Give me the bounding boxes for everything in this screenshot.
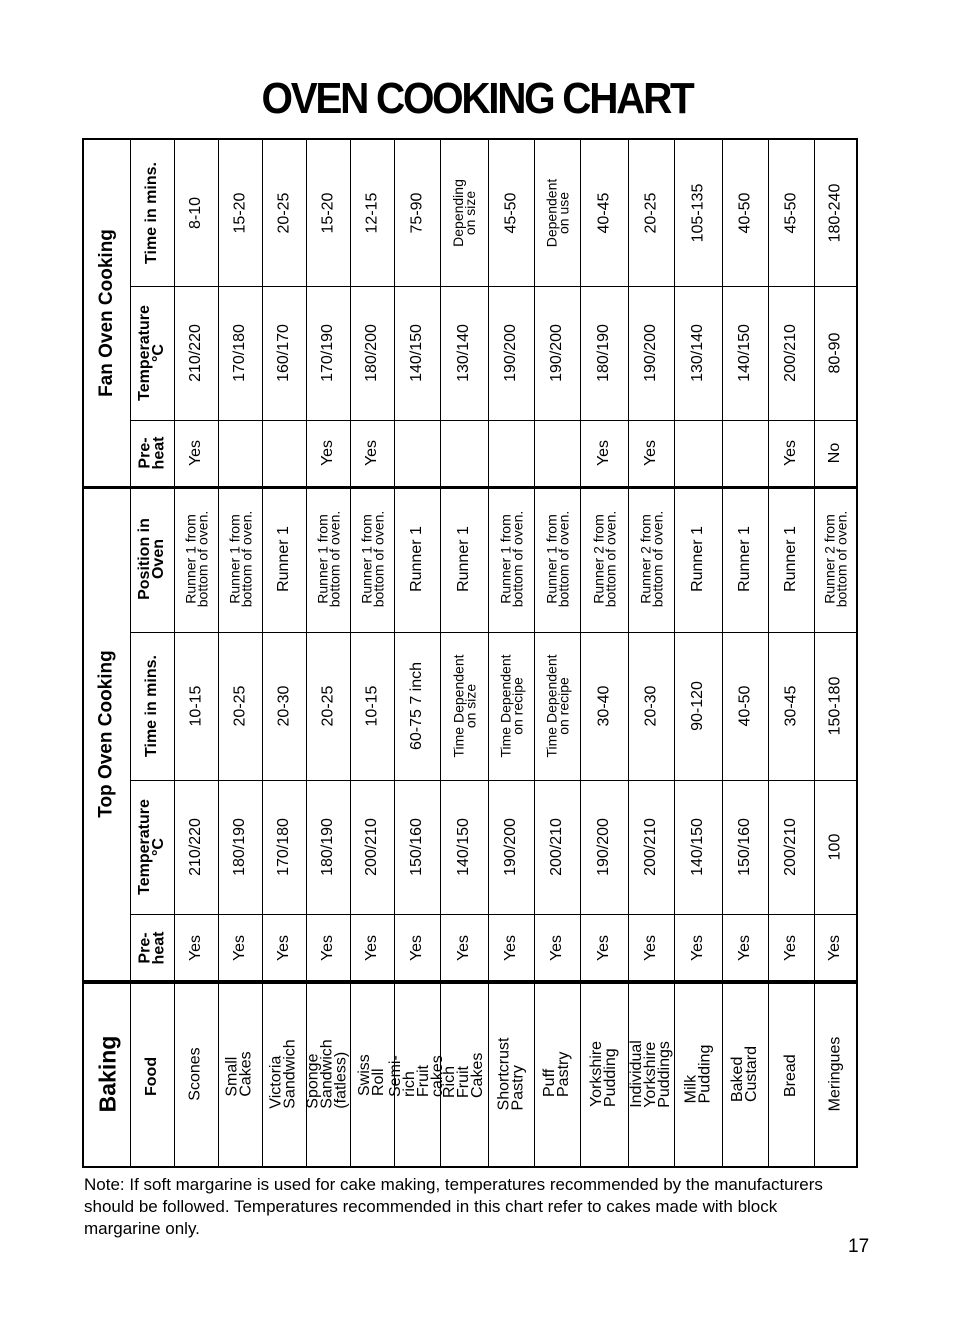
- position-cell: Runner 2 from bottom of oven.: [821, 510, 850, 608]
- top-time-cell: 40-50: [735, 685, 753, 727]
- position-cell: Runner 2 from bottom of oven.: [590, 510, 619, 608]
- top-preheat-cell: Yes: [318, 934, 336, 962]
- fan-preheat-cell: Yes: [186, 439, 204, 467]
- top-temperature-cell: 190/200: [502, 818, 519, 876]
- fan-temperature-cell: 180/190: [595, 324, 612, 382]
- top-time-cell: 10-15: [186, 685, 204, 727]
- fan-time-cell: 12-15: [362, 192, 380, 234]
- top-temperature-cell: 150/160: [736, 818, 753, 876]
- fan-preheat-cell: [440, 420, 488, 486]
- top-temperature-cell: 200/210: [548, 818, 565, 876]
- top-time-cell: 30-40: [594, 685, 612, 727]
- top-time-cell: 60-75 7 inch: [408, 661, 425, 751]
- page-title: OVEN COOKING CHART: [261, 74, 693, 123]
- position-cell: Runner 1 from bottom of oven.: [543, 510, 572, 608]
- fan-temperature-cell: 80-90: [825, 332, 843, 374]
- fan-preheat-cell: [218, 420, 262, 486]
- fan-temperature-cell: 130/140: [455, 324, 472, 382]
- food-cell: Milk Pudding: [682, 1044, 713, 1104]
- food-cell: Semi-rich Fruit cakes: [387, 1055, 446, 1097]
- fan-time-cell: 75-90: [407, 192, 425, 234]
- fan-time-cell: 45-50: [501, 192, 519, 234]
- footnote: Note: If soft margarine is used for cake making, temperatures recommended by the manufacturers should be followed. Temperatures recommended in this chart refer to cakes made with block margarine only.: [84, 1175, 823, 1238]
- fan-time-cell: Dependent on use: [543, 178, 572, 248]
- top-time-cell: 150-180: [826, 676, 843, 736]
- position-cell: Runner 1: [689, 526, 707, 592]
- header-top-preheat: Pre- heat: [136, 931, 167, 965]
- section-top-oven: Top Oven Cooking: [96, 650, 118, 818]
- top-temperature-cell: 190/200: [595, 818, 612, 876]
- fan-time-cell: 40-45: [594, 192, 612, 234]
- position-cell: Runner 1 from bottom of oven.: [226, 510, 255, 608]
- top-temperature-cell: 200/210: [642, 818, 659, 876]
- top-temperature-cell: 180/190: [319, 818, 336, 876]
- fan-temperature-cell: 190/200: [502, 324, 519, 382]
- top-preheat-cell: Yes: [274, 934, 292, 962]
- fan-temperature-cell: 130/140: [689, 324, 706, 382]
- fan-preheat-cell: [722, 420, 768, 486]
- fan-time-cell: 40-50: [735, 192, 753, 234]
- fan-temperature-cell: 170/180: [231, 324, 248, 382]
- fan-preheat-cell: Yes: [362, 439, 380, 467]
- fan-preheat-cell: Yes: [594, 439, 612, 467]
- food-cell: Bread: [782, 1054, 799, 1097]
- position-cell: Runner 1 from bottom of oven.: [314, 510, 343, 608]
- top-preheat-cell: Yes: [641, 934, 659, 962]
- food-cell: Rich Fruit Cakes: [441, 1052, 486, 1098]
- top-preheat-cell: Yes: [362, 934, 380, 962]
- fan-temperature-cell: 180/200: [363, 324, 380, 382]
- top-preheat-cell: Yes: [594, 934, 612, 962]
- top-time-cell: 10-15: [362, 685, 380, 727]
- fan-time-cell: 180-240: [826, 183, 843, 243]
- position-cell: Runner 1 from bottom of oven.: [182, 510, 211, 608]
- top-preheat-cell: Yes: [454, 934, 472, 962]
- food-cell: Yorkshire Pudding: [588, 1040, 620, 1108]
- position-cell: Runner 1: [408, 526, 426, 592]
- fan-temperature-cell: 190/200: [548, 324, 565, 382]
- fan-preheat-cell: No: [825, 442, 843, 464]
- fan-temperature-cell: 140/150: [736, 324, 753, 382]
- fan-preheat-cell: [262, 420, 306, 486]
- fan-preheat-cell: Yes: [318, 439, 336, 467]
- fan-temperature-cell: 190/200: [642, 324, 659, 382]
- top-preheat-cell: Yes: [688, 934, 706, 962]
- fan-preheat-cell: Yes: [781, 439, 799, 467]
- position-cell: Runner 1: [455, 526, 473, 592]
- top-temperature-cell: 180/190: [231, 818, 248, 876]
- fan-time-cell: 15-20: [318, 192, 336, 234]
- fan-time-cell: 20-25: [274, 192, 292, 234]
- top-time-cell: 20-30: [274, 685, 292, 727]
- header-fan-temperature: Temperature °C: [136, 305, 168, 401]
- top-time-cell: 20-25: [230, 685, 248, 727]
- top-temperature-cell: 210/220: [187, 818, 204, 876]
- fan-time-cell: 20-25: [641, 192, 659, 234]
- top-temperature-cell: 200/210: [363, 818, 380, 876]
- food-cell: Individual Yorkshire Puddings: [628, 1040, 674, 1108]
- header-fan-preheat: Pre- heat: [136, 436, 167, 470]
- food-cell: Small Cakes: [224, 1051, 256, 1097]
- top-time-cell: 30-45: [781, 685, 799, 727]
- fan-temperature-cell: 200/210: [782, 324, 799, 382]
- fan-temperature-cell: 210/220: [187, 324, 204, 382]
- fan-temperature-cell: 160/170: [275, 324, 292, 382]
- fan-time-cell: 15-20: [230, 192, 248, 234]
- top-time-cell: Time Dependent on recipe: [497, 654, 526, 758]
- food-cell: Shortcrust Pastry: [495, 1037, 527, 1111]
- top-temperature-cell: 200/210: [782, 818, 799, 876]
- header-top-temperature: Temperature °C: [136, 799, 168, 895]
- section-baking: Baking: [94, 1035, 120, 1113]
- food-cell: Swiss Roll: [356, 1054, 387, 1096]
- top-time-cell: 20-25: [318, 685, 336, 727]
- page-number: 17: [848, 1236, 870, 1257]
- position-cell: Runner 1: [736, 526, 754, 592]
- top-preheat-cell: Yes: [825, 934, 843, 962]
- section-fan-oven: Fan Oven Cooking: [96, 229, 118, 397]
- position-cell: Runner 2 from bottom of oven.: [637, 510, 666, 608]
- position-cell: Runner 1 from bottom of oven.: [358, 510, 387, 608]
- top-preheat-cell: Yes: [186, 934, 204, 962]
- position-cell: Runner 1: [782, 526, 800, 592]
- fan-preheat-cell: [488, 420, 534, 486]
- header-position: Position in Oven: [136, 518, 167, 600]
- fan-time-cell: 8-10: [187, 196, 204, 230]
- top-preheat-cell: Yes: [547, 934, 565, 962]
- top-temperature-cell: 100: [825, 833, 843, 861]
- food-cell: Victoria Sandwich: [268, 1039, 299, 1109]
- header-food: Food: [143, 1056, 160, 1096]
- top-temperature-cell: 170/180: [275, 818, 292, 876]
- top-preheat-cell: Yes: [781, 934, 799, 962]
- top-preheat-cell: Yes: [230, 934, 248, 962]
- fan-time-cell: Depending on size: [450, 179, 479, 247]
- fan-preheat-cell: [534, 420, 580, 486]
- food-cell: Baked Custard: [729, 1045, 760, 1103]
- top-preheat-cell: Yes: [735, 934, 753, 962]
- top-preheat-cell: Yes: [407, 934, 425, 962]
- food-cell: Meringues: [826, 1036, 844, 1112]
- top-temperature-cell: 140/150: [455, 818, 472, 876]
- fan-temperature-cell: 140/150: [408, 324, 425, 382]
- fan-time-cell: 105-135: [689, 183, 706, 243]
- fan-preheat-cell: [394, 420, 440, 486]
- food-cell: Scones: [187, 1047, 204, 1101]
- top-time-cell: Time Dependent on size: [450, 654, 479, 758]
- header-top-time: Time in mins.: [143, 655, 161, 757]
- top-preheat-cell: Yes: [501, 934, 519, 962]
- fan-temperature-cell: 170/190: [319, 324, 336, 382]
- top-temperature-cell: 150/160: [408, 818, 425, 876]
- food-cell: Puff Pastry: [541, 1051, 572, 1097]
- position-cell: Runner 1: [275, 526, 293, 592]
- food-cell: Sponge Sandwich (fatless): [305, 1039, 350, 1109]
- top-time-cell: 90-120: [689, 681, 707, 731]
- fan-time-cell: 45-50: [781, 192, 799, 234]
- top-temperature-cell: 140/150: [689, 818, 706, 876]
- fan-preheat-cell: Yes: [641, 439, 659, 467]
- fan-preheat-cell: [674, 420, 722, 486]
- oven-cooking-table: [82, 138, 858, 1168]
- top-time-cell: Time Dependent on recipe: [543, 654, 572, 758]
- position-cell: Runner 1 from bottom of oven.: [497, 510, 526, 608]
- top-time-cell: 20-30: [641, 685, 659, 727]
- header-fan-time: Time in mins.: [143, 162, 161, 264]
